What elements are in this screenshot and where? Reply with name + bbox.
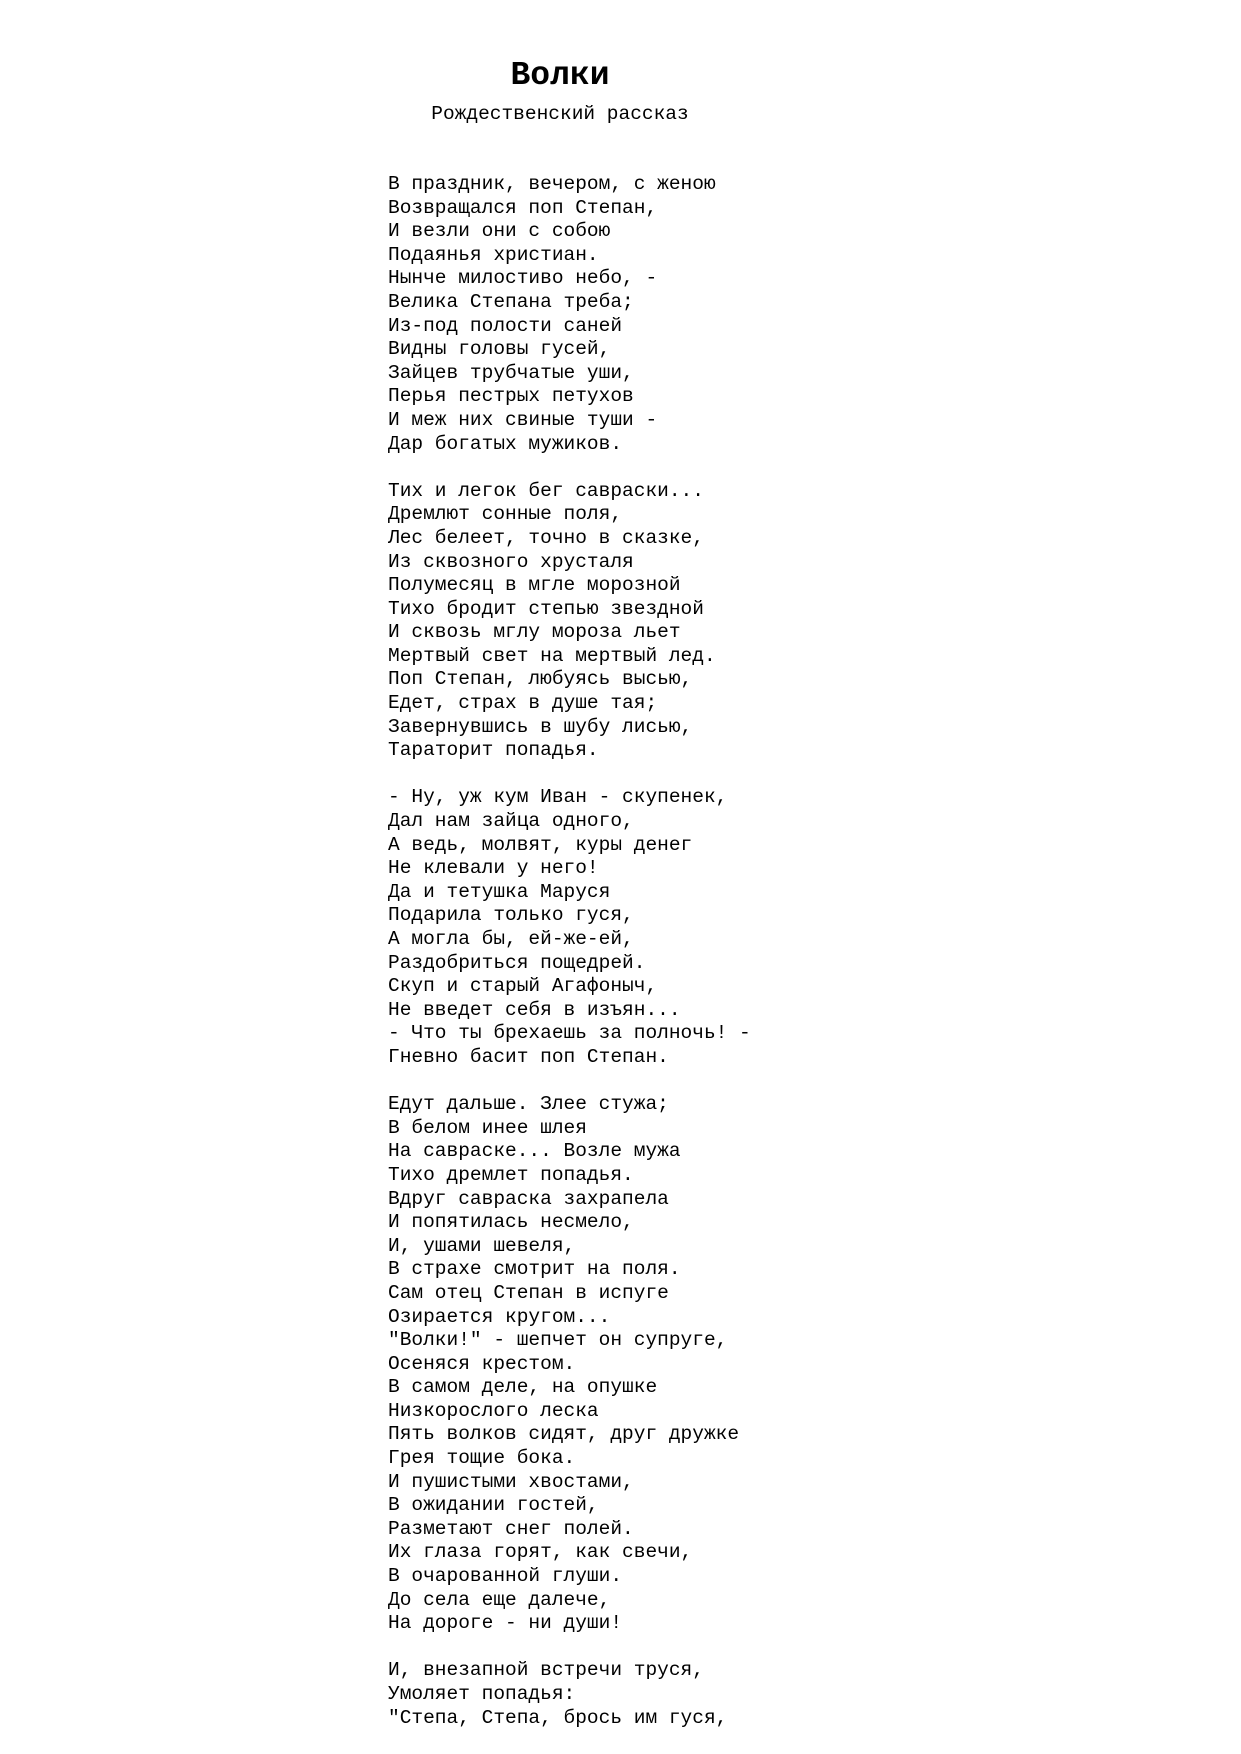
poem-line: И везли они с собою bbox=[388, 220, 611, 243]
poem-line: Тараторит попадья. bbox=[388, 739, 599, 762]
poem-line: Тихо дремлет попадья. bbox=[388, 1163, 634, 1186]
poem-line: Низкорослого леска bbox=[388, 1399, 599, 1422]
poem-line: И попятилась несмело, bbox=[388, 1211, 634, 1234]
poem-line: Умоляет попадья: bbox=[388, 1683, 576, 1705]
poem-title: Волки bbox=[510, 57, 610, 94]
poem-line: Озирается кругом... bbox=[388, 1305, 611, 1328]
poem-line: Едет, страх в душе тая; bbox=[388, 692, 658, 715]
poem-line: "Степа, Степа, брось им гуся, bbox=[388, 1706, 728, 1729]
poem-line: Из сквозного хрусталя bbox=[388, 550, 634, 573]
poem-line: А могла бы, ей-же-ей, bbox=[388, 928, 634, 950]
poem-line: Пять волков сидят, друг дружке bbox=[388, 1423, 740, 1446]
poem-line: Подарила только гуся, bbox=[388, 904, 634, 927]
poem-line: В страхе смотрит на поля. bbox=[388, 1258, 681, 1281]
poem-line: Мертвый свет на мертвый лед. bbox=[388, 644, 716, 667]
poem-line: Поп Степан, любуясь высью, bbox=[388, 668, 693, 691]
poem-line: Велика Степана треба; bbox=[388, 290, 634, 313]
poem-line: Видны головы гусей, bbox=[388, 338, 611, 361]
poem-line: И пушистыми хвостами, bbox=[388, 1470, 634, 1493]
poem-line: Грея тощие бока. bbox=[388, 1447, 576, 1470]
poem-line: - Ну, уж кум Иван - скупенек, bbox=[388, 786, 728, 809]
poem-line: Тихо бродит степью звездной bbox=[388, 597, 704, 620]
stanza bbox=[388, 480, 751, 763]
poem-line: Раздобриться пощедрей. bbox=[388, 951, 646, 974]
poem-line: Осеняся крестом. bbox=[388, 1352, 576, 1375]
poem-line: И меж них свиные туши - bbox=[388, 408, 658, 431]
poem-line: Вдруг савраска захрапела bbox=[388, 1187, 669, 1210]
poem-line: Не клевали у него! bbox=[388, 857, 599, 880]
poem-line: Да и тетушка Маруся bbox=[388, 880, 611, 903]
poem-line: На дороге - ни души! bbox=[388, 1612, 623, 1635]
poem-line: Гневно басит поп Степан. bbox=[388, 1045, 669, 1068]
poem-line: Подаянья христиан. bbox=[388, 243, 599, 266]
stanza bbox=[388, 1093, 751, 1636]
poem-line: Тих и легок бег савраски... bbox=[388, 479, 704, 502]
poem-line: В самом деле, на опушке bbox=[388, 1376, 658, 1399]
poem-line: Дремлют сонные поля, bbox=[388, 503, 623, 526]
poem-subtitle: Рождественский рассказ bbox=[431, 103, 689, 125]
poem-line: Перья пестрых петухов bbox=[388, 385, 634, 408]
poem-line: Полумесяц в мгле морозной bbox=[388, 574, 681, 597]
poem-line: В белом инее шлея bbox=[388, 1116, 587, 1139]
poem-line: А ведь, молвят, куры денег bbox=[388, 833, 693, 856]
poem-line: "Волки!" - шепчет он супруге, bbox=[388, 1329, 728, 1352]
poem-line: Нынче милостиво небо, - bbox=[388, 267, 658, 290]
poem-line: И, ушами шевеля, bbox=[388, 1234, 576, 1257]
poem-line: Не введет себя в изъян... bbox=[388, 998, 681, 1021]
poem-line: Сам отец Степан в испуге bbox=[388, 1281, 669, 1304]
poem-line: Возвращался поп Степан, bbox=[388, 196, 658, 219]
poem-line: В очарованной глуши. bbox=[388, 1565, 623, 1588]
poem-line: В ожидании гостей, bbox=[388, 1494, 599, 1517]
poem-line: В праздник, вечером, с женою bbox=[388, 173, 716, 195]
poem-body bbox=[388, 173, 751, 1754]
poem-line: И, внезапной встречи труся, bbox=[388, 1659, 704, 1682]
poem-line: Их глаза горят, как свечи, bbox=[388, 1541, 693, 1564]
poem-line: Разметают снег полей. bbox=[388, 1517, 634, 1540]
poem-line: И сквозь мглу мороза льет bbox=[388, 621, 681, 644]
poem-line: Дал нам зайца одного, bbox=[388, 810, 634, 833]
poem-line: Едут дальше. Злее стужа; bbox=[388, 1093, 669, 1116]
poem-line: Дар богатых мужиков. bbox=[388, 432, 623, 455]
poem-line: Из-под полости саней bbox=[388, 314, 623, 337]
poem-line: Лес белеет, точно в сказке, bbox=[388, 526, 704, 549]
stanza bbox=[388, 786, 751, 1069]
poem-line: Скуп и старый Агафоныч, bbox=[388, 975, 658, 998]
poem-line: До села еще далече, bbox=[388, 1588, 611, 1611]
poem-line: - Что ты брехаешь за полночь! - bbox=[388, 1022, 751, 1045]
poem-line: На савраске... Возле мужа bbox=[388, 1140, 681, 1163]
stanza bbox=[388, 173, 751, 456]
poem-line: Завернувшись в шубу лисью, bbox=[388, 715, 693, 738]
poem-line: Зайцев трубчатые уши, bbox=[388, 361, 634, 384]
stanza bbox=[388, 1659, 751, 1730]
